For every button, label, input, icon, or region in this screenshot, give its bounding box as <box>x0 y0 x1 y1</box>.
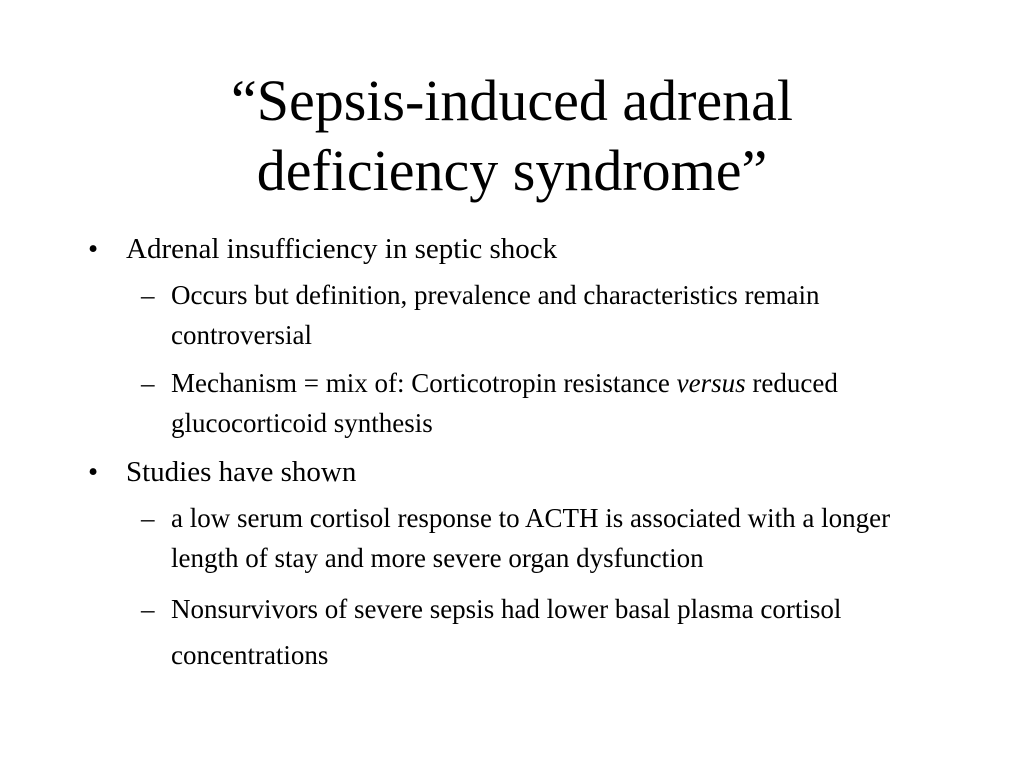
sub-bullet-text: Mechanism = mix of: Corticotropin resistance <box>171 368 677 398</box>
bullet-item <box>88 451 1024 493</box>
slide-body <box>0 228 1024 686</box>
sub-bullet-text: reduced glucocorticoid synthesis <box>171 368 838 438</box>
dash-icon: – <box>141 594 155 624</box>
bullet-icon: • <box>88 456 99 488</box>
dash-icon: – <box>141 368 155 398</box>
dash-icon: – <box>141 503 155 533</box>
sub-bullet-text: Nonsurvivors of severe sepsis had lower basal plasma cortisol concentrations <box>171 594 842 670</box>
sub-bullet-text: Occurs but definition, prevalence and characteristics remain controversial <box>171 280 820 350</box>
emphasis-text: versus <box>676 368 746 398</box>
title-line: deficiency syndrome” <box>256 138 768 203</box>
dash-icon: – <box>141 280 155 310</box>
sub-bullet-item <box>141 498 911 578</box>
sub-bullet-item <box>141 275 911 355</box>
bullet-item <box>88 228 1024 270</box>
slide-title <box>112 66 912 206</box>
sub-bullet-item <box>141 586 911 678</box>
bullet-text: Adrenal insufficiency in septic shock <box>126 233 558 265</box>
sub-bullet-text: a low serum cortisol response to ACTH is associated with a longer length of stay and more severe organ dysfunction <box>171 503 891 573</box>
bullet-text: Studies have shown <box>126 456 357 488</box>
title-line: “Sepsis-induced adrenal <box>230 68 794 133</box>
bullet-icon: • <box>88 233 99 265</box>
sub-bullet-item <box>141 363 911 443</box>
